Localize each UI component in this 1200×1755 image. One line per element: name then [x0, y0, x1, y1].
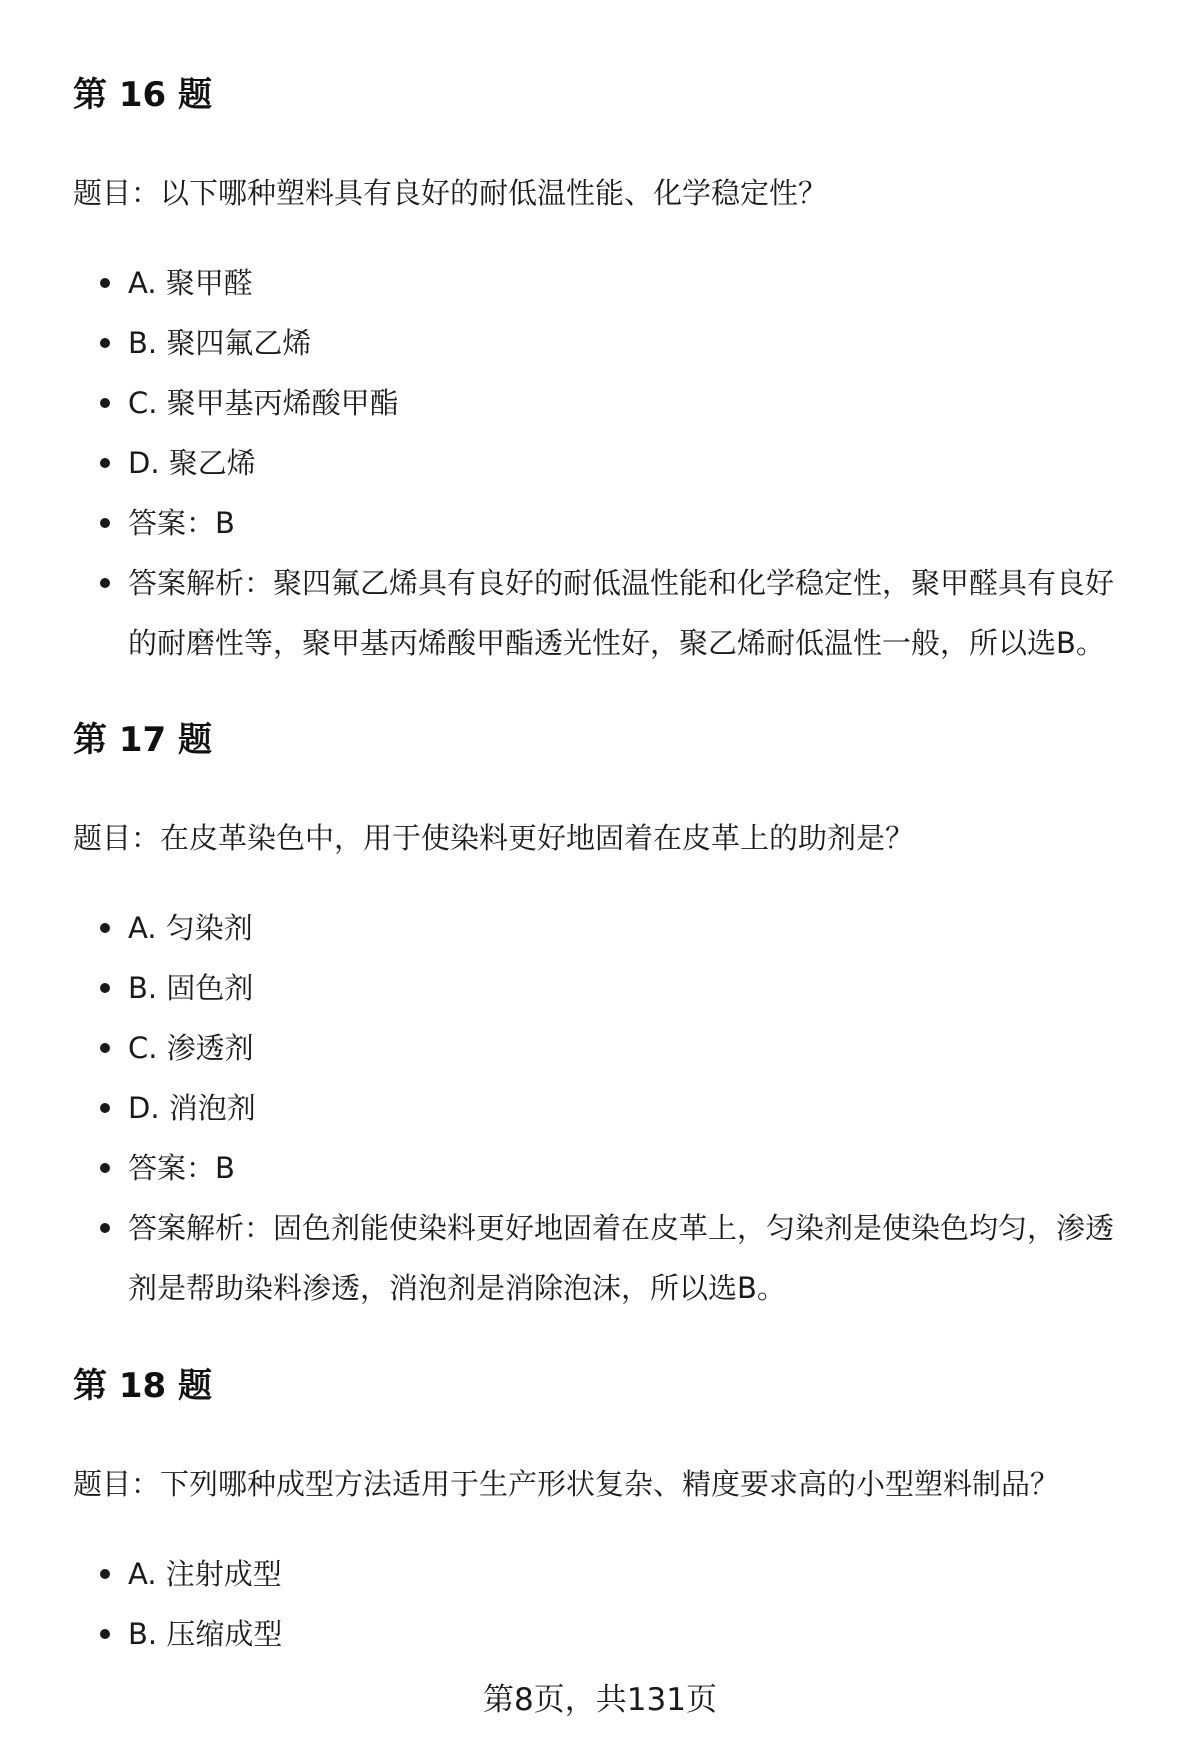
- answer-analysis: [73, 1198, 1143, 1318]
- question-prompt: 题目：下列哪种成型方法适用于生产形状复杂、精度要求高的小型塑料制品？: [73, 1467, 1060, 1501]
- option-b: [73, 958, 1143, 1018]
- bullet-icon: [100, 1629, 110, 1639]
- option-list: [73, 1544, 1143, 1664]
- page-number: 第8页，共131页: [483, 1682, 717, 1718]
- bullet-icon: [100, 338, 110, 348]
- question-heading: 第 17 题: [73, 720, 212, 760]
- answer-text: 答案：B: [128, 506, 235, 540]
- answer: [73, 1138, 1143, 1198]
- question-18: [73, 1361, 1143, 1651]
- option-b: [73, 1604, 1143, 1664]
- answer-analysis: [73, 553, 1143, 673]
- question-prompt: 题目：以下哪种塑料具有良好的耐低温性能、化学稳定性？: [73, 176, 828, 210]
- option-text: C. 渗透剂: [128, 1031, 254, 1065]
- option-a: [73, 253, 1143, 313]
- bullet-icon: [100, 518, 110, 528]
- option-text: B. 固色剂: [128, 971, 254, 1005]
- option-text: A. 匀染剂: [128, 911, 253, 945]
- question-prompt: 题目：在皮革染色中，用于使染料更好地固着在皮革上的助剂是？: [73, 821, 915, 855]
- option-c: [73, 373, 1143, 433]
- bullet-icon: [100, 1569, 110, 1579]
- option-list: [73, 898, 1143, 1318]
- option-d: [73, 433, 1143, 493]
- option-text: A. 聚甲醛: [128, 266, 253, 300]
- option-text: B. 压缩成型: [128, 1617, 283, 1651]
- option-d: [73, 1078, 1143, 1138]
- analysis-line-2: 剂是帮助染料渗透，消泡剂是消除泡沫，所以选B。: [128, 1271, 786, 1305]
- question-heading: 第 16 题: [73, 75, 212, 115]
- analysis-line-1: 答案解析：聚四氟乙烯具有良好的耐低温性能和化学稳定性，聚甲醛具有良好: [128, 566, 1115, 600]
- option-a: [73, 1544, 1143, 1604]
- question-17: [73, 715, 1143, 1305]
- bullet-icon: [100, 1163, 110, 1173]
- bullet-icon: [100, 1043, 110, 1053]
- bullet-icon: [100, 278, 110, 288]
- bullet-icon: [100, 983, 110, 993]
- bullet-icon: [100, 1103, 110, 1113]
- bullet-icon: [100, 923, 110, 933]
- question-heading: 第 18 题: [73, 1366, 212, 1406]
- question-16: [73, 70, 1143, 660]
- answer: [73, 493, 1143, 553]
- option-text: C. 聚甲基丙烯酸甲酯: [128, 386, 399, 420]
- analysis-line-1: 答案解析：固色剂能使染料更好地固着在皮革上，匀染剂是使染色均匀，渗透: [128, 1211, 1115, 1245]
- option-b: [73, 313, 1143, 373]
- bullet-icon: [100, 458, 110, 468]
- analysis-line-2: 的耐磨性等，聚甲基丙烯酸甲酯透光性好，聚乙烯耐低温性一般，所以选B。: [128, 626, 1105, 660]
- answer-text: 答案：B: [128, 1151, 235, 1185]
- bullet-icon: [100, 398, 110, 408]
- option-text: A. 注射成型: [128, 1557, 282, 1591]
- bullet-icon: [100, 578, 110, 588]
- option-text: B. 聚四氟乙烯: [128, 326, 312, 360]
- option-a: [73, 898, 1143, 958]
- option-text: D. 消泡剂: [128, 1091, 256, 1125]
- option-list: [73, 253, 1143, 673]
- option-c: [73, 1018, 1143, 1078]
- option-text: D. 聚乙烯: [128, 446, 256, 480]
- bullet-icon: [100, 1223, 110, 1233]
